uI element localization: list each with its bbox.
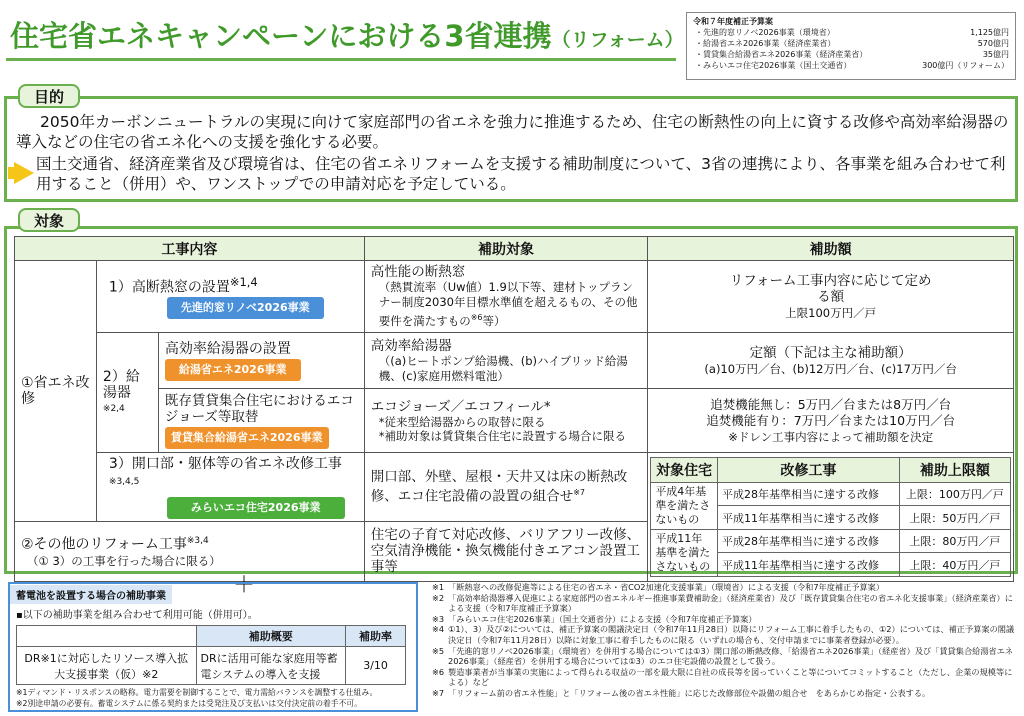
sub-header-limit: 補助上限額 bbox=[899, 457, 1010, 482]
sub-limit: 上限：80万円／戸 bbox=[899, 529, 1010, 553]
sub-table-cell bbox=[648, 453, 1014, 582]
footnote-text: 「みらいエコ住宅2026事業」（国土交通省分）による支援（令和7年度補正予算案） bbox=[448, 613, 757, 624]
sub-house: 平成11年基準を満たさないもの bbox=[651, 529, 718, 576]
r2-group-label: 2）給湯器 bbox=[102, 368, 140, 401]
battery-table bbox=[16, 625, 406, 685]
sub-work: 平成11年基準相当に達する改修 bbox=[717, 506, 899, 530]
budget-amount: 1,125億円 bbox=[970, 28, 1009, 37]
budget-heading: 令和７年度補正予算案 bbox=[693, 17, 773, 26]
r2b-subject-d2: *補助対象は賃貸集合住宅に設置する場合に限る bbox=[378, 428, 626, 443]
r1-amount bbox=[648, 261, 1014, 333]
plus-sign: ＋ bbox=[233, 573, 256, 598]
footnote-text: 「リフォーム前の省エネ性能」と「リフォーム後の省エネ性能」に応じた改修部位や設備の組合せ をあらかじめ指定・公表する。 bbox=[448, 687, 931, 698]
r2a-amount bbox=[648, 333, 1014, 389]
footnote-key: ※6 bbox=[432, 666, 445, 677]
r3-badge: みらいエコ住宅2026事業 bbox=[167, 497, 345, 519]
title-rule bbox=[6, 58, 676, 61]
sub-table bbox=[650, 457, 1011, 577]
r1-subject-detail: （熱貫流率（Uw値）1.9以下等、建材トップランナー制度2030年目標水準値を超えるもの、その他要件を満たすもの bbox=[378, 280, 638, 328]
r3-title: 3）開口部・躯体等の省エネ改修工事 bbox=[108, 456, 342, 472]
footnote-key: ※1 bbox=[432, 582, 445, 592]
battery-heading: 蓄電池を設置する場合の補助事業 bbox=[10, 585, 172, 604]
r3-subject-text: 開口部、外壁、屋根・天井又は床の断熱改修、エコ住宅設備の設置の組合せ bbox=[370, 469, 628, 505]
footnote bbox=[432, 624, 1018, 645]
budget-row bbox=[693, 60, 1009, 71]
r3-sup: ※3,4,5 bbox=[108, 477, 140, 487]
arrow-right-icon bbox=[14, 162, 34, 184]
r1-title: 1）高断熱窓の設置 bbox=[108, 279, 230, 296]
r1-subject-sup: ※6 bbox=[470, 313, 483, 323]
battery-header-rate: 補助率 bbox=[346, 626, 406, 647]
battery-intro: ▪以下の補助事業を組み合わせて利用可能（併用可）。 bbox=[16, 610, 258, 621]
r1-amount-1: リフォーム工事内容に応じて定める額 bbox=[729, 272, 932, 305]
r2a-amount-2: (a)10万円／台、(b)12万円／台、(c)17万円／台 bbox=[704, 361, 957, 376]
r1-subject-main: 高性能の断熱窓 bbox=[370, 264, 466, 281]
budget-label: ・みらいエコ住宅2026事業（国土交通省） bbox=[695, 61, 852, 70]
sub-house: 平成4年基準を満たさないもの bbox=[651, 482, 718, 529]
footnote-text: 「断熱窓への改修促進等による住宅の省エネ・省CO2加速化支援事業」（環境省）による支援（令和7年度補正予算案） bbox=[448, 582, 885, 592]
budget-amount: 35億円 bbox=[982, 50, 1009, 59]
r2b-title: 既存賃貸集合住宅におけるエコジョーズ等取替 bbox=[164, 392, 354, 425]
purpose-text-1: 2050年カーボンニュートラルの実現に向けて家庭部門の省エネを強力に推進するため、住宅の断熱性の向上に資する改修や高効率給湯器の導入などの住宅の省エネ化への支援を強化する必要。 bbox=[16, 113, 1009, 151]
r2a-title: 高効率給湯器の設置 bbox=[164, 340, 291, 357]
battery-note-2: ※2別途申請の必要有。蓄電システムに係る契約または受発注及び支払いは交付決定前の着手不可。 bbox=[16, 699, 362, 708]
footnotes bbox=[432, 582, 1018, 699]
r2a-subject-detail: （(a)ヒートポンプ給湯機、(b)ハイブリッド給湯機、(c)家庭用燃料電池） bbox=[378, 353, 628, 383]
budget-amount: 300億円（リフォーム） bbox=[922, 61, 1009, 70]
budget-box bbox=[686, 12, 1016, 80]
footnote bbox=[432, 614, 1018, 625]
r2-group-sup: ※2,4 bbox=[102, 403, 125, 414]
target-tab: 対象 bbox=[18, 208, 80, 232]
r4-title: ②その他のリフォーム工事 bbox=[21, 536, 187, 553]
budget-row bbox=[693, 38, 1009, 49]
r2a-badge: 給湯省エネ2026事業 bbox=[165, 359, 301, 381]
r2a-subject bbox=[364, 333, 648, 389]
budget-row bbox=[693, 27, 1009, 38]
footnote-key: ※4 bbox=[432, 624, 445, 635]
budget-amount: 570億円 bbox=[977, 39, 1009, 48]
header-amount: 補助額 bbox=[648, 237, 1014, 261]
footnote bbox=[432, 593, 1018, 614]
r2b-work bbox=[158, 389, 364, 453]
header-work: 工事内容 bbox=[15, 237, 365, 261]
r2b-subject-main: エコジョーズ／エコフィール* bbox=[370, 398, 551, 415]
r2a-amount-1: 定額（下記は主な補助額） bbox=[749, 344, 912, 361]
sub-limit: 上限：100万円／戸 bbox=[899, 482, 1010, 506]
footnote-key: ※2 bbox=[432, 592, 445, 603]
r2b-amount-1: 追焚機能無し：5万円／台または8万円／台 bbox=[710, 396, 952, 412]
battery-note-1: ※1ディマンド・リスポンスの略称。電力需要を制御することで、電力需給バランスを調整する仕組み。 bbox=[16, 688, 378, 697]
footnote-text: ①1）、3）及び②については、補正予算案の閣議決定日（令和7年11月28日）以降にリフォーム工事に着手したもの、①2）については、補正予算案の閣議決定日（令和7年11月28日）以降に対象工事に着手したものに限る（いずれの場合も、交付申請までに事業者登録が必要）。 bbox=[448, 624, 1015, 645]
sub-work: 平成28年基準相当に達する改修 bbox=[717, 482, 899, 506]
r2b-subject bbox=[364, 389, 648, 453]
budget-row bbox=[693, 49, 1009, 60]
r1-sup: ※1,4 bbox=[229, 274, 258, 289]
r2b-badge: 賃貸集合給湯省エネ2026事業 bbox=[165, 427, 329, 449]
footnote-text: 「先進的窓リノベ2026事業」（環境省）を併用する場合については①3）開口部の断熱改修、「給湯省エネ2026事業」（経産省）及び「賃貸集合給湯省エネ2026事業」（経産省）を併用する場合については①3）のエコ住宅設備の設置として扱う。 bbox=[448, 645, 1014, 667]
footnote bbox=[432, 667, 1018, 688]
footnote bbox=[432, 688, 1018, 699]
r4-sup: ※3,4 bbox=[186, 536, 209, 547]
r1-subject bbox=[364, 261, 648, 333]
r2b-amount-3: ※ドレン工事内容によって補助額を決定 bbox=[728, 429, 934, 444]
sub-limit: 上限：50万円／戸 bbox=[899, 506, 1010, 530]
group-energy-saving bbox=[15, 261, 97, 522]
battery-row-summary: DRに活用可能な家庭用等蓄電システムの導入を支援 bbox=[196, 647, 346, 685]
title-sub: （リフォーム） bbox=[551, 29, 684, 51]
r4-work bbox=[15, 521, 365, 581]
r3-work bbox=[96, 453, 364, 522]
r2a-subject-main: 高効率給湯器 bbox=[370, 337, 452, 354]
group-label: ①省エネ改修 bbox=[21, 374, 90, 407]
r1-subject-end: 等） bbox=[482, 313, 506, 328]
r3-subject-sup: ※7 bbox=[573, 488, 585, 498]
sub-header-house: 対象住宅 bbox=[651, 457, 718, 482]
sub-header-work: 改修工事 bbox=[717, 457, 899, 482]
sub-work: 平成28年基準相当に達する改修 bbox=[717, 529, 899, 553]
footnote-key: ※3 bbox=[432, 613, 445, 624]
purpose-text-2: 国土交通省、経済産業省及び環境省は、住宅の省エネリフォームを支援する補助制度について、3省の連携により、各事業を組み合わせて利用すること（併用）や、ワンストップでの申請対応を予定している。 bbox=[36, 155, 1006, 193]
target-table bbox=[14, 236, 1014, 582]
r2-group bbox=[96, 333, 158, 453]
footnote bbox=[432, 582, 1018, 593]
r2b-subject-d1: *従来型給湯器からの取替に限る bbox=[378, 414, 546, 429]
r3-subject bbox=[364, 453, 648, 522]
title-main: 住宅省エネキャンペーンにおける3省連携 bbox=[10, 19, 552, 53]
footnote-key: ※7 bbox=[432, 687, 445, 698]
r2b-amount-2: 追焚機能有り：7万円／台または10万円／台 bbox=[706, 412, 956, 428]
r1-badge: 先進的窓リノベ2026事業 bbox=[167, 297, 324, 319]
r2b-amount bbox=[648, 389, 1014, 453]
budget-label: ・給湯省エネ2026事業（経済産業省） bbox=[695, 39, 836, 48]
footnote-key: ※5 bbox=[432, 645, 445, 656]
r4-note: （① 3）の工事を行った場合に限る） bbox=[27, 553, 221, 568]
sub-limit: 上限：40万円／戸 bbox=[899, 553, 1010, 577]
battery-row-name: DR※1に対応したリソース導入拡大支援事業（仮）※2 bbox=[17, 647, 197, 685]
r4-subject: 住宅の子育て対応改修、バリアフリー改修、空気清浄機能・換気機能付きエアコン設置工事等 bbox=[364, 521, 648, 581]
battery-box bbox=[8, 582, 418, 712]
r1-work bbox=[96, 261, 364, 333]
footnote-text: 「高効率給湯器導入促進による家庭部門の省エネルギー推進事業費補助金」（経済産業省）及び「既存賃貸集合住宅の省エネ化支援事業」（経済産業省）による支援（令和7年度補正予算案） bbox=[448, 592, 1013, 614]
footnote bbox=[432, 646, 1018, 667]
budget-label: ・先進的窓リノベ2026事業（環境省） bbox=[695, 28, 835, 37]
header-subject: 補助対象 bbox=[364, 237, 648, 261]
footnote-text: 製造事業者が当事業の実施によって得られる収益の一部を最大限に自社の成長等を図っていくこと等についてコミットすること（ただし、企業の規模等による）など bbox=[448, 666, 1013, 688]
sub-work: 平成11年基準相当に達する改修 bbox=[717, 553, 899, 577]
r2a-work bbox=[158, 333, 364, 389]
budget-label: ・賃貸集合給湯省エネ2026事業（経済産業省） bbox=[695, 50, 868, 59]
battery-header-empty bbox=[17, 626, 197, 647]
page-title bbox=[10, 14, 684, 55]
purpose-tab: 目的 bbox=[18, 84, 80, 108]
battery-row-rate: 3/10 bbox=[346, 647, 406, 685]
r1-amount-2: 上限100万円／戸 bbox=[785, 305, 877, 320]
battery-header-summary: 補助概要 bbox=[196, 626, 346, 647]
